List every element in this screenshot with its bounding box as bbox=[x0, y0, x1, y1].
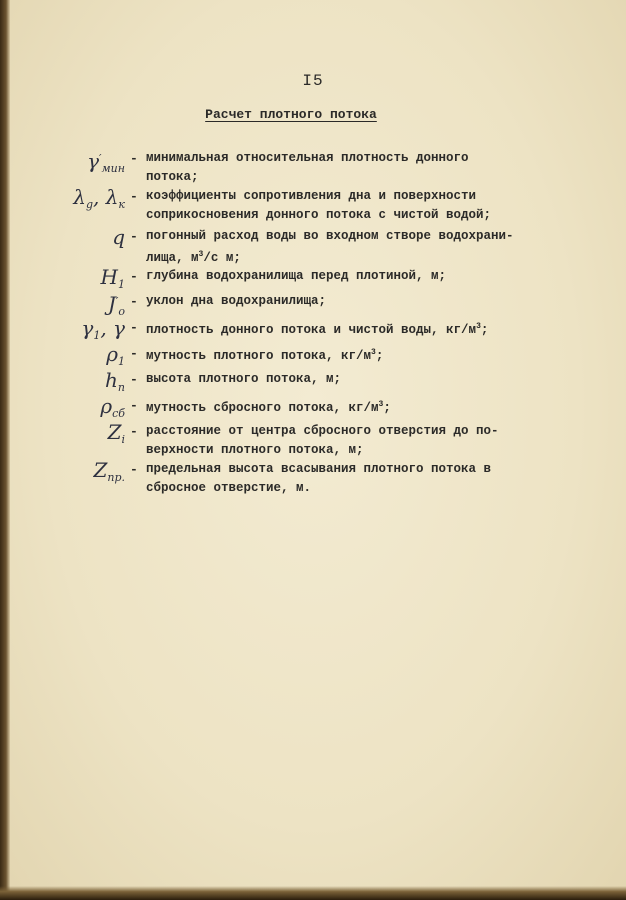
definition-text: плотность донного потока и чистой воды, $кг/м^3$; bbox=[146, 322, 489, 337]
definition-text: коэффициенты сопротивления дна и поверхности соприкосновения донного потока с чистой водой; bbox=[146, 189, 492, 222]
definition-text: уклон дна водохранилища; bbox=[146, 294, 327, 308]
definition-dash: - bbox=[130, 372, 138, 387]
definition-dash: - bbox=[130, 269, 138, 284]
symbol-zi: $Z_i$ bbox=[107, 420, 125, 446]
definition-dash: - bbox=[130, 424, 138, 439]
symbol-gamma-min: $\gamma'_{мин}$ bbox=[87, 149, 125, 175]
page-title: Расчет плотного потока bbox=[205, 107, 377, 122]
definition-dash: - bbox=[130, 294, 138, 309]
page-edge-shadow-left bbox=[0, 0, 10, 900]
definition-dash: - bbox=[130, 462, 138, 477]
symbol-zpr: $Z_{пр.}$ bbox=[93, 458, 125, 484]
definition-text: высота плотного потока, м; bbox=[146, 372, 342, 386]
definition-text: погонный расход воды во входном створе водохрани- лища, $м^3/с$ м; bbox=[146, 229, 514, 265]
symbol-rho1: $\rho_1$ bbox=[106, 342, 125, 368]
definition-text: мутность сбросного потока, $кг/м^3$; bbox=[146, 400, 391, 415]
definition-dash: - bbox=[130, 320, 138, 335]
symbol-j0: $J'_o$ bbox=[107, 292, 125, 318]
definition-dash: - bbox=[130, 151, 138, 166]
definition-text: предельная высота всасывания плотного потока в сбросное отверстие, м. bbox=[146, 462, 492, 495]
page-edge-shadow-bottom bbox=[0, 886, 626, 900]
definition-dash: - bbox=[130, 189, 138, 204]
definition-text: минимальная относительная плотность донного потока; bbox=[146, 151, 469, 184]
symbol-q: q bbox=[112, 225, 125, 249]
symbol-h1: $H_1$ bbox=[100, 265, 125, 291]
definition-text: мутность плотного потока, $кг/м^3$; bbox=[146, 348, 384, 363]
definition-dash: - bbox=[130, 398, 138, 413]
definition-text: расстояние от центра сбросного отверстия до по- верхности плотного потока, м; bbox=[146, 424, 499, 457]
symbol-rho-sb: $\rho_{сб}$ bbox=[100, 394, 125, 420]
symbol-gamma: $\gamma_1$, γ bbox=[81, 316, 125, 342]
symbol-hp: $h_п$ bbox=[105, 368, 125, 394]
page-number: I5 bbox=[302, 72, 324, 90]
definition-text: глубина водохранилища перед плотиной, м; bbox=[146, 269, 447, 283]
symbol-lambda: $\lambda_g$, $\lambda_к$ bbox=[73, 185, 125, 211]
definition-dash: - bbox=[130, 346, 138, 361]
definition-dash: - bbox=[130, 229, 138, 244]
